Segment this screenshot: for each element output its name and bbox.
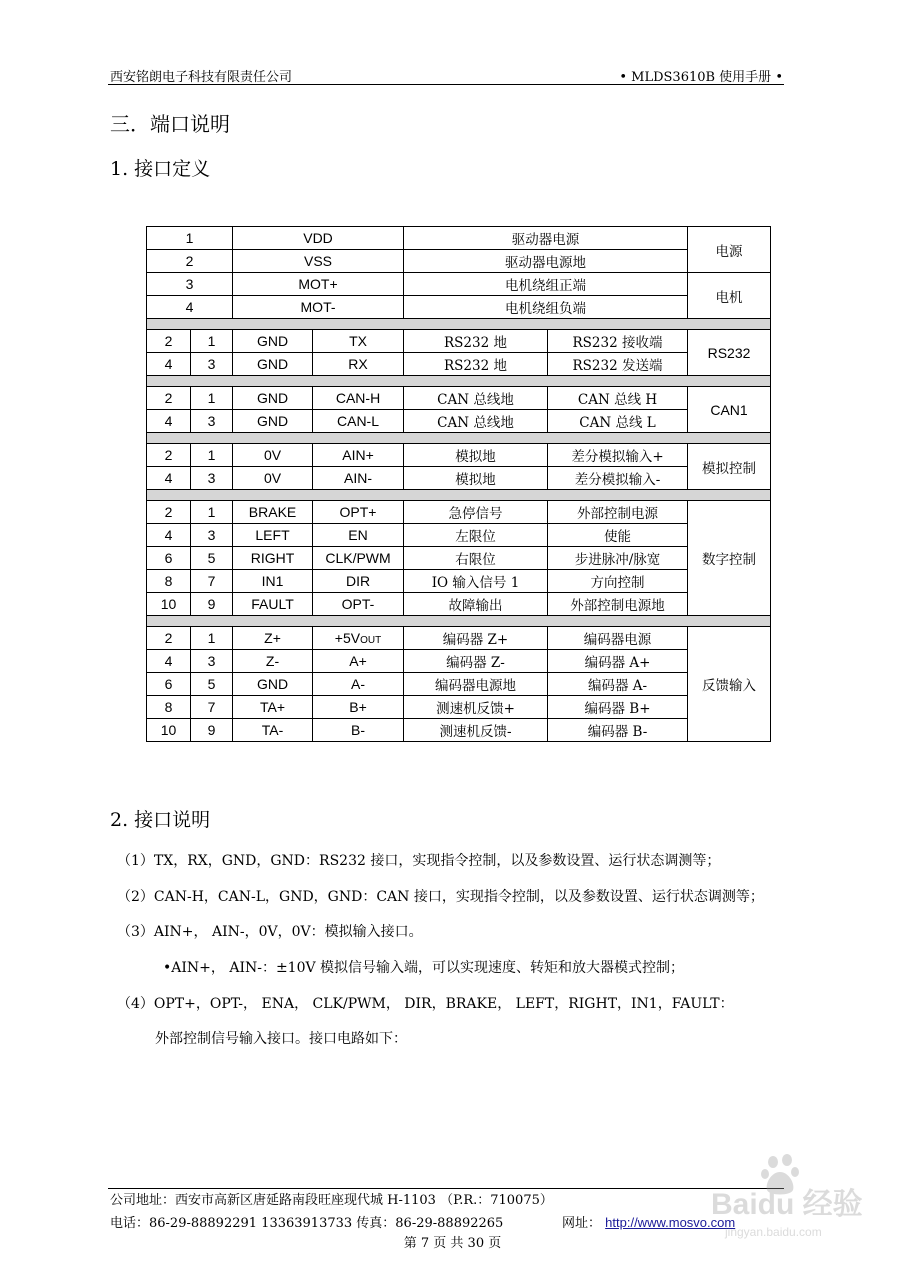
description-even-cell: 急停信号 (404, 501, 548, 524)
pin-odd-cell: 1 (191, 444, 233, 467)
pin-odd-cell: 5 (191, 547, 233, 570)
pin-even-cell: 4 (147, 410, 191, 433)
pin-odd-cell: 1 (191, 387, 233, 410)
separator-cell (147, 319, 771, 330)
paragraph-analog: （3）AIN+， AIN-，0V，0V：模拟输入接口。 (117, 924, 423, 940)
subsection-interface-definition: 1. 接口定义 (110, 158, 211, 180)
group-label-cell: RS232 (688, 330, 771, 376)
description-odd-cell: 外部控制电源 (548, 501, 688, 524)
table-row (147, 227, 771, 250)
pin-even-cell: 4 (147, 353, 191, 376)
signal-name-cell: VDD (233, 227, 404, 250)
pin-number-cell: 3 (147, 273, 233, 296)
pin-even-cell: 2 (147, 444, 191, 467)
description-cell: 驱动器电源 (404, 227, 688, 250)
signal-even-cell: GND (233, 353, 313, 376)
description-even-cell: 模拟地 (404, 467, 548, 490)
signal-odd-cell: B- (313, 719, 404, 742)
table-separator-row (147, 616, 771, 627)
voltage-subscript-text: OUT (360, 635, 382, 646)
section-title: 三．端口说明 (110, 112, 230, 136)
description-even-cell: IO 输入信号 1 (404, 570, 548, 593)
pin-odd-cell: 5 (191, 673, 233, 696)
signal-odd-cell: TX (313, 330, 404, 353)
description-odd-cell: 差分模拟输入+ (548, 444, 688, 467)
signal-even-cell: LEFT (233, 524, 313, 547)
description-even-cell: RS232 地 (404, 353, 548, 376)
description-even-cell: 右限位 (404, 547, 548, 570)
signal-even-cell: Z- (233, 650, 313, 673)
description-odd-cell: 编码器 B- (548, 719, 688, 742)
table-separator-row (147, 490, 771, 501)
signal-even-cell: GND (233, 673, 313, 696)
signal-even-cell: GND (233, 387, 313, 410)
pin-odd-cell: 3 (191, 524, 233, 547)
description-even-cell: CAN 总线地 (404, 410, 548, 433)
header-divider (108, 84, 784, 85)
table-separator-row (147, 376, 771, 387)
description-odd-cell: 方向控制 (548, 570, 688, 593)
signal-odd-cell: AIN+ (313, 444, 404, 467)
baidu-watermark-logo (707, 1150, 863, 1242)
pin-even-cell: 6 (147, 673, 191, 696)
description-odd-cell: CAN 总线 L (548, 410, 688, 433)
description-even-cell: 左限位 (404, 524, 548, 547)
separator-cell (147, 490, 771, 501)
table-row (147, 410, 771, 433)
signal-name-cell: VSS (233, 250, 404, 273)
signal-even-cell: GND (233, 330, 313, 353)
website-link[interactable]: http://www.mosvo.com (605, 1215, 736, 1230)
signal-name-cell: MOT- (233, 296, 404, 319)
group-label-cell: 电机 (688, 273, 771, 319)
signal-even-cell: RIGHT (233, 547, 313, 570)
footer-address: 公司地址：西安市高新区唐延路南段旺座现代城 H-1103 （P.R.：710075） (110, 1193, 553, 1208)
description-even-cell: CAN 总线地 (404, 387, 548, 410)
table-row (147, 444, 771, 467)
signal-even-cell: GND (233, 410, 313, 433)
pin-even-cell: 2 (147, 501, 191, 524)
pin-odd-cell: 1 (191, 330, 233, 353)
description-even-cell: 编码器电源地 (404, 673, 548, 696)
group-label-cell: 模拟控制 (688, 444, 771, 490)
description-even-cell: 故障输出 (404, 593, 548, 616)
signal-odd-cell: CAN-H (313, 387, 404, 410)
page-number: 第 7 页 共 30 页 (403, 1236, 502, 1251)
table-row (147, 524, 771, 547)
paragraph-digital-detail: 外部控制信号输入接口。接口电路如下： (155, 1031, 407, 1047)
table-row (147, 627, 771, 650)
pin-even-cell: 4 (147, 524, 191, 547)
signal-odd-cell: CAN-L (313, 410, 404, 433)
paragraph-rs232: （1）TX，RX，GND，GND：RS232 接口，实现指令控制，以及参数设置、运行状态调测等； (117, 853, 721, 869)
watermark-subtext: jingyan.baidu.com (725, 1225, 822, 1239)
description-odd-cell: 步进脉冲/脉宽 (548, 547, 688, 570)
separator-cell (147, 433, 771, 444)
signal-even-cell: TA+ (233, 696, 313, 719)
signal-even-cell: 0V (233, 444, 313, 467)
signal-even-cell: BRAKE (233, 501, 313, 524)
pin-number-cell: 1 (147, 227, 233, 250)
table-row (147, 387, 771, 410)
watermark-text: Baidu 经验 (711, 1188, 863, 1221)
signal-odd-cell: A+ (313, 650, 404, 673)
signal-odd-cell: B+ (313, 696, 404, 719)
table-row (147, 650, 771, 673)
pin-even-cell: 6 (147, 547, 191, 570)
group-label-cell: CAN1 (688, 387, 771, 433)
description-cell: 电机绕组正端 (404, 273, 688, 296)
pin-even-cell: 10 (147, 719, 191, 742)
description-even-cell: 编码器 Z- (404, 650, 548, 673)
table-row (147, 250, 771, 273)
signal-name-cell: MOT+ (233, 273, 404, 296)
signal-odd-cell (313, 627, 404, 650)
pin-odd-cell: 3 (191, 467, 233, 490)
separator-cell (147, 376, 771, 387)
description-even-cell: 测速机反馈+ (404, 696, 548, 719)
pin-even-cell: 4 (147, 650, 191, 673)
signal-even-cell: TA- (233, 719, 313, 742)
pin-even-cell: 2 (147, 387, 191, 410)
pin-odd-cell: 3 (191, 410, 233, 433)
signal-even-cell: IN1 (233, 570, 313, 593)
signal-odd-cell: CLK/PWM (313, 547, 404, 570)
signal-odd-cell: A- (313, 673, 404, 696)
voltage-main-text: +5V (334, 630, 361, 646)
table-row (147, 501, 771, 524)
table-row (147, 273, 771, 296)
pin-even-cell: 8 (147, 570, 191, 593)
table-row (147, 696, 771, 719)
footer-contact (110, 1212, 786, 1231)
description-odd-cell: 差分模拟输入- (548, 467, 688, 490)
table-separator-row (147, 433, 771, 444)
paragraph-digital: （4）OPT+，OPT-， ENA， CLK/PWM， DIR，BRAKE， LEFT，RIGHT，IN1，FAULT： (117, 996, 734, 1012)
signal-odd-cell: AIN- (313, 467, 404, 490)
table-row (147, 593, 771, 616)
pin-odd-cell: 1 (191, 627, 233, 650)
signal-even-cell: 0V (233, 467, 313, 490)
description-cell: 驱动器电源地 (404, 250, 688, 273)
description-odd-cell: 外部控制电源地 (548, 593, 688, 616)
header-company: 西安铭朗电子科技有限责任公司 (110, 70, 293, 85)
pin-odd-cell: 9 (191, 719, 233, 742)
pin-odd-cell: 7 (191, 570, 233, 593)
pin-number-cell: 2 (147, 250, 233, 273)
signal-odd-cell: OPT- (313, 593, 404, 616)
group-label-cell: 数字控制 (688, 501, 771, 616)
table-row (147, 353, 771, 376)
table-row (147, 330, 771, 353)
header-manual-title: • MLDS3610B 使用手册 • (619, 70, 783, 85)
pin-even-cell: 8 (147, 696, 191, 719)
description-odd-cell: RS232 发送端 (548, 353, 688, 376)
paragraph-can: （2）CAN-H，CAN-L，GND，GND：CAN 接口，实现指令控制，以及参数设置、运行状态调测等； (117, 889, 764, 905)
description-odd-cell: RS232 接收端 (548, 330, 688, 353)
group-label-cell: 电源 (688, 227, 771, 273)
group-label-cell: 反馈输入 (688, 627, 771, 742)
separator-cell (147, 616, 771, 627)
footer-web-label: 网址： (562, 1216, 602, 1231)
description-odd-cell: CAN 总线 H (548, 387, 688, 410)
pin-odd-cell: 1 (191, 501, 233, 524)
pin-even-cell: 10 (147, 593, 191, 616)
pin-odd-cell: 3 (191, 650, 233, 673)
table-row (147, 547, 771, 570)
pin-odd-cell: 7 (191, 696, 233, 719)
pin-even-cell: 4 (147, 467, 191, 490)
description-even-cell: 测速机反馈- (404, 719, 548, 742)
description-even-cell: 编码器 Z+ (404, 627, 548, 650)
signal-odd-cell: OPT+ (313, 501, 404, 524)
pin-number-cell: 4 (147, 296, 233, 319)
footer-phone: 电话：86-29-88892291 13363913733 传真：86-29-88892265 (110, 1216, 504, 1231)
table-row (147, 570, 771, 593)
description-odd-cell: 编码器 A- (548, 673, 688, 696)
pin-odd-cell: 3 (191, 353, 233, 376)
description-even-cell: 模拟地 (404, 444, 548, 467)
signal-even-cell: Z+ (233, 627, 313, 650)
pin-odd-cell: 9 (191, 593, 233, 616)
table-row (147, 719, 771, 742)
port-definition-table (146, 226, 771, 742)
table-row (147, 467, 771, 490)
description-even-cell: RS232 地 (404, 330, 548, 353)
table-row (147, 673, 771, 696)
table-separator-row (147, 319, 771, 330)
description-odd-cell: 编码器 B+ (548, 696, 688, 719)
table-row (147, 296, 771, 319)
pin-even-cell: 2 (147, 330, 191, 353)
description-cell: 电机绕组负端 (404, 296, 688, 319)
signal-odd-cell: DIR (313, 570, 404, 593)
subsection-interface-description: 2. 接口说明 (110, 809, 211, 831)
description-odd-cell: 使能 (548, 524, 688, 547)
bullet-analog-detail: •AIN+， AIN-：±10V 模拟信号输入端，可以实现速度、转矩和放大器模式控制； (163, 960, 685, 976)
signal-even-cell: FAULT (233, 593, 313, 616)
signal-odd-cell: EN (313, 524, 404, 547)
description-odd-cell: 编码器 A+ (548, 650, 688, 673)
signal-odd-cell: RX (313, 353, 404, 376)
description-odd-cell: 编码器电源 (548, 627, 688, 650)
pin-even-cell: 2 (147, 627, 191, 650)
